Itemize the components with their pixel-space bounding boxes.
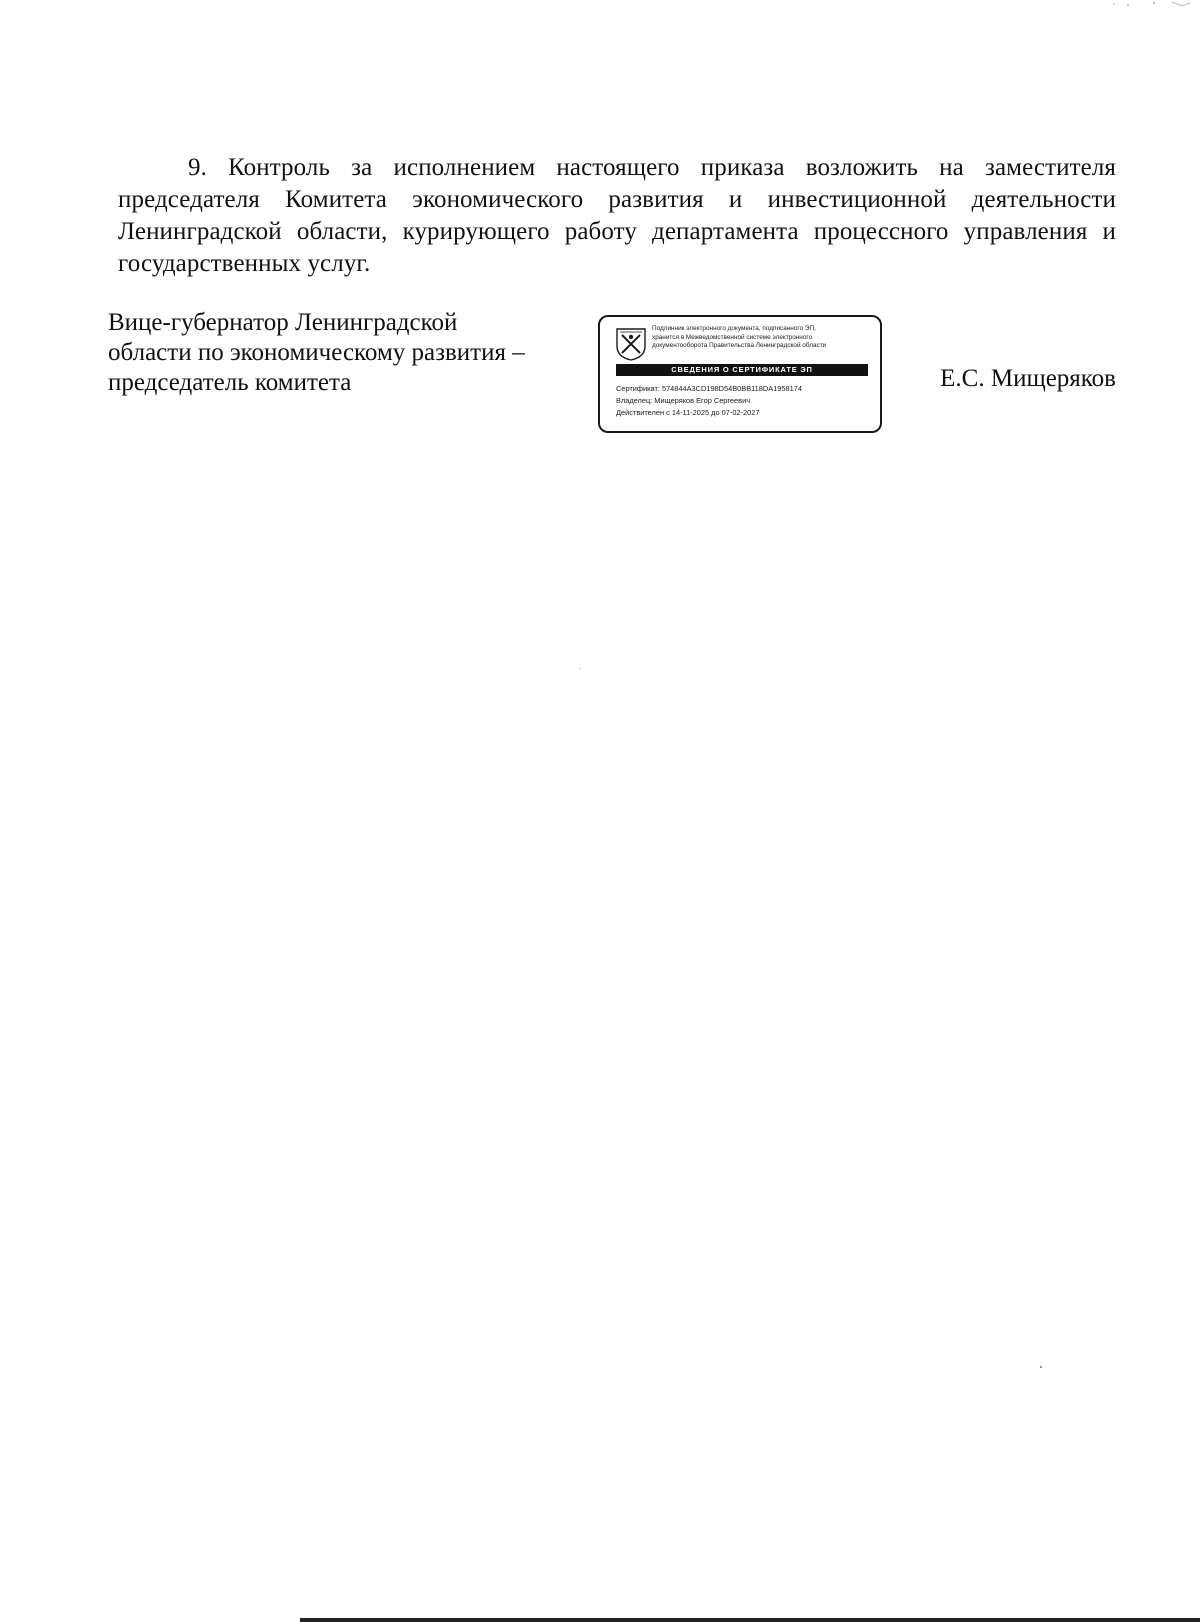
coat-of-arms-icon (614, 326, 648, 362)
signer-title (108, 308, 578, 398)
certificate-number: Сертификат: 574844A3CD198D54B0BB118DA1958174 (616, 384, 802, 393)
signer-name: Е.С. Мищеряков (940, 365, 1116, 392)
scan-bottom-edge (300, 1618, 1200, 1622)
stamp-header-line: Подлинник электронного документа, подписанного ЭП, (652, 325, 816, 332)
scan-speck (1040, 1366, 1042, 1368)
signer-title-line: области по экономическому развития – (108, 339, 525, 366)
stamp-header-line: хранится в Межведомственной системе электронного (652, 333, 813, 341)
scan-speck (580, 668, 581, 669)
scan-artifact (1084, 0, 1194, 14)
stamp-header-line: документооборота Правительства Ленинградской области (652, 342, 827, 350)
signer-title-line: председатель комитета (108, 369, 352, 396)
signer-title-line: Вице-губернатор Ленинградской (108, 309, 458, 336)
certificate-validity: Действителен с 14-11-2025 до 07-02-2027 (616, 408, 760, 417)
stamp-banner: СВЕДЕНИЯ О СЕРТИФИКАТЕ ЭП (616, 364, 868, 376)
paragraph-9: 9. Контроль за исполнением настоящего приказа возложить на заместителя председателя Комитета экономического развития и инвестиционной деятельности Ленинградской области, курирующего работу департамента процессного управления и государственных услуг. (118, 154, 1116, 277)
electronic-signature-stamp (598, 315, 882, 433)
stamp-header (652, 325, 880, 351)
stamp-info (616, 383, 872, 419)
certificate-owner: Владелец: Мищеряков Егор Сергеевич (616, 396, 751, 405)
